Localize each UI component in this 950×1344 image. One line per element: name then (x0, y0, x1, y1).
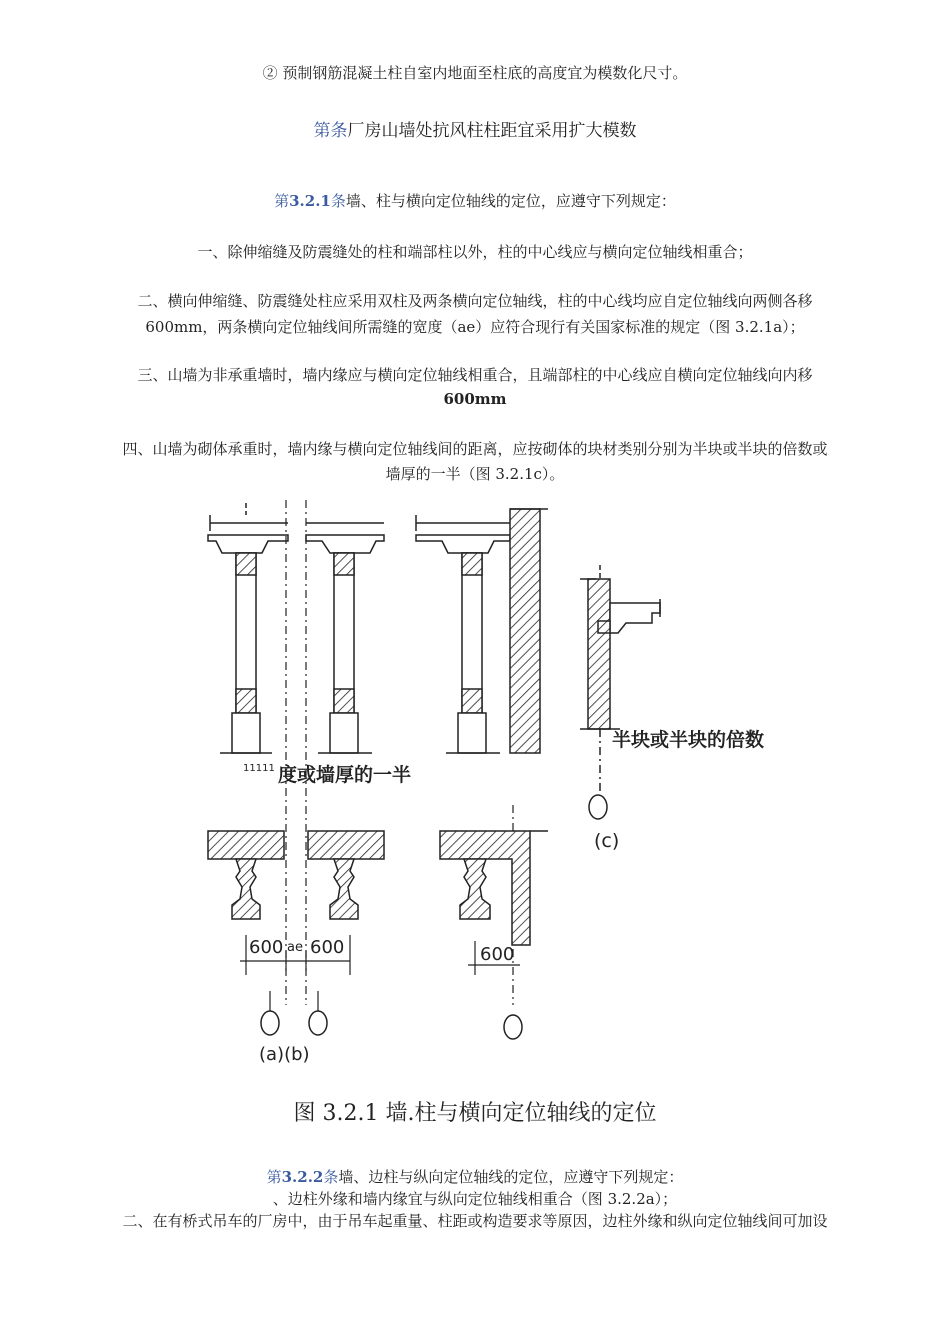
axis-bubble-a-right (309, 1011, 327, 1035)
dim-end-600: 600 (480, 944, 515, 965)
item-four-line-1: 四、山墙为砌体承重时，墙内缘与横向定位轴线间的距离，应按砌体的块材类别分别为半块或半块的倍数或 (122, 440, 828, 458)
label-c: (c) (594, 830, 620, 852)
item-322-one: 、边柱外缘和墙内缘宜与纵向定位轴线相重合（图 3.2.2a）； (272, 1190, 678, 1208)
axis-bubble-a-left (261, 1011, 279, 1035)
plan-column-b (440, 831, 548, 945)
clause-prefix: 第 (266, 1168, 282, 1186)
elevation-column-a-right (306, 523, 384, 753)
clause-number: 3.2.1 (289, 192, 331, 210)
item-four-line-2: 墙厚的一半（图 3.2.1c）。 (385, 465, 565, 483)
heading-text: 厂房山墙处抗风柱柱距宜采用扩大模数 (347, 121, 637, 141)
label-half-block: 半块或半块的倍数 (612, 729, 765, 751)
item-three-line-1: 三、山墙为非承重墙时，墙内缘应与横向定位轴线相重合，且端部柱的中心线应自横向定位轴线向内移 (137, 366, 813, 384)
clause-suffix: 条 (323, 1168, 339, 1186)
clause-number: 3.2.2 (281, 1168, 324, 1186)
overlap-text: 度或墙厚的一半 (278, 764, 412, 786)
clause-3-2-1 (0, 190, 950, 211)
dim-left-600: 600 (249, 937, 284, 958)
item-two-line-2: 600mm，两条横向定位轴线间所需缝的宽度（ae）应符合现行有关国家标准的规定（图 3.2.1a）； (145, 318, 805, 336)
plan-column-a (208, 831, 384, 919)
clause-text: 墙、柱与横向定位轴线的定位，应遵守下列规定： (345, 192, 676, 210)
dim-right-600: 600 (310, 937, 345, 958)
item-three-line-2: 600mm (443, 390, 507, 408)
item-322-two: 二、在有桥式吊车的厂房中，由于吊车起重量、柱距或构造要求等原因，边柱外缘和纵向定位轴线间可加设 (122, 1212, 828, 1230)
item-two-line-1: 二、横向伸缩缝、防震缝处柱应采用双柱及两条横向定位轴线，柱的中心线均应自定位轴线向两侧各移 (137, 292, 813, 310)
overlap-digits: 11111 (243, 763, 275, 774)
axis-bubble-c (589, 795, 607, 819)
item-one: 一、除伸缩缝及防震缝处的柱和端部柱以外，柱的中心线应与横向定位轴线相重合； (197, 243, 753, 261)
heading-wind-column (0, 116, 950, 141)
elevation-column-a-left (208, 503, 288, 753)
para-precast-column: ② 预制钢筋混凝土柱自室内地面至柱底的高度宜为模数化尺寸。 (262, 64, 688, 82)
heading-prefix: 第条 (313, 121, 348, 141)
section-c (580, 565, 660, 793)
clause-prefix: 第 (274, 192, 290, 210)
elevation-column-b (416, 509, 548, 753)
label-ab: (a)(b) (259, 1044, 310, 1065)
clause-suffix: 条 (330, 192, 346, 210)
dim-gap-ae: ae (287, 940, 303, 955)
axis-bubble-b (504, 1015, 522, 1039)
figure-caption: 图 3.2.1 墙.柱与横向定位轴线的定位 (293, 1101, 657, 1126)
clause-text: 墙、边柱与纵向定位轴线的定位，应遵守下列规定： (338, 1168, 684, 1186)
clause-3-2-2 (0, 1166, 950, 1187)
figure-drawing (0, 495, 950, 1075)
